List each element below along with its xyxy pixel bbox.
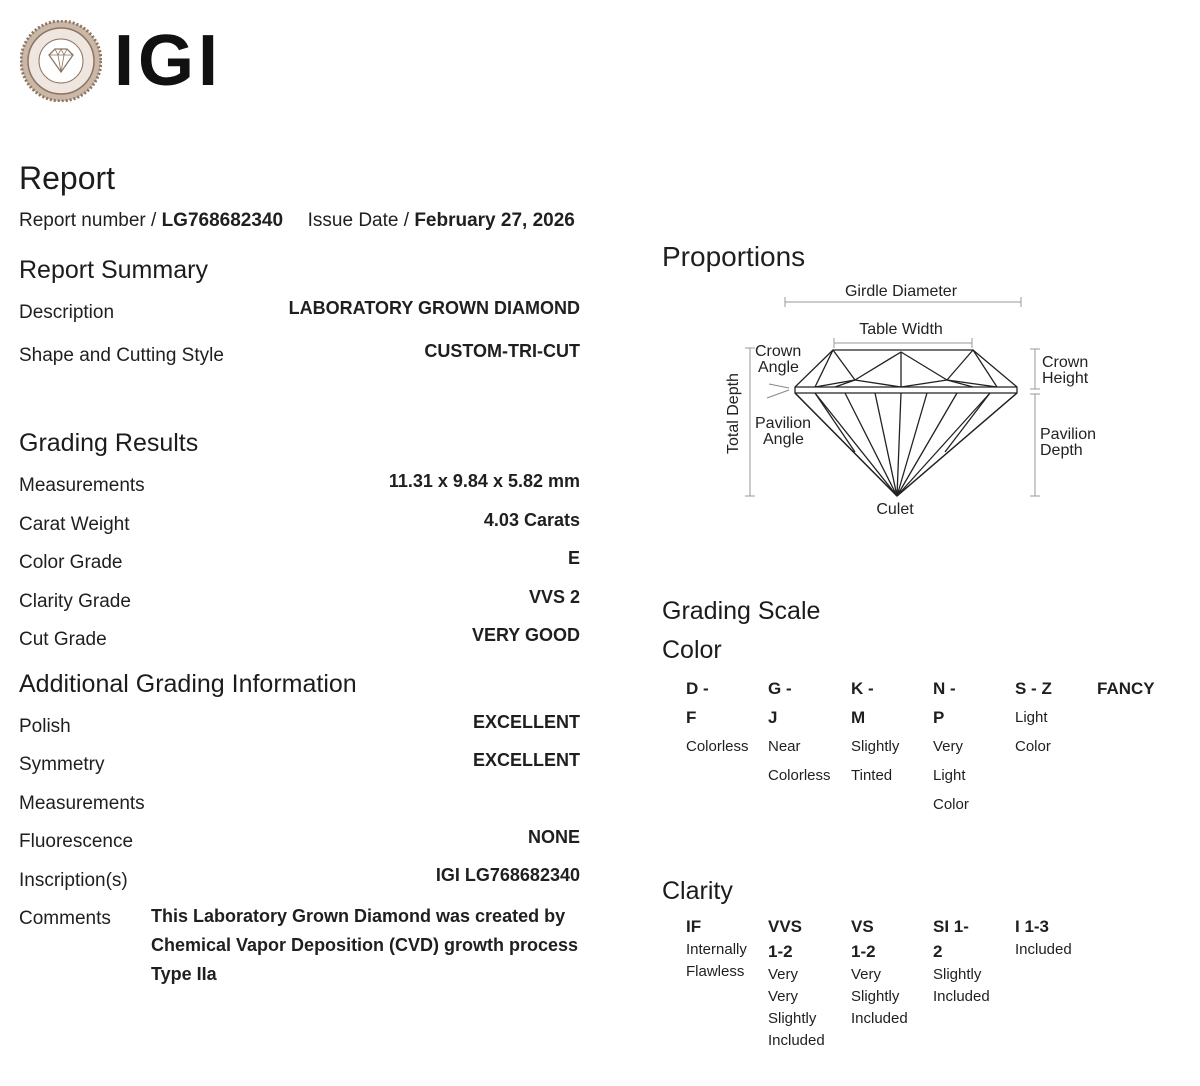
clarity-scale-vs bbox=[851, 914, 931, 1030]
grade: G - bbox=[768, 679, 792, 698]
comments-text: This Laboratory Grown Diamond was created by Chemical Vapor Deposition (CVD) growth process Type IIa bbox=[151, 906, 579, 984]
clarity-scale-heading: Clarity bbox=[662, 877, 733, 905]
grade-desc: Included bbox=[1015, 941, 1072, 958]
table-width-label: Table Width bbox=[859, 321, 943, 338]
clarity-scale-if bbox=[686, 914, 766, 983]
shape-value: CUSTOM-TRI-CUT bbox=[424, 341, 580, 361]
description-label: Description bbox=[19, 302, 115, 323]
polish-label: Polish bbox=[19, 716, 71, 737]
proportions-heading: Proportions bbox=[662, 241, 806, 272]
cut-grade-value: VERY GOOD bbox=[471, 625, 580, 645]
issue-date-label: Issue Date / bbox=[307, 210, 410, 231]
measurements-label: Measurements bbox=[19, 475, 145, 496]
grade-desc: Included bbox=[933, 988, 990, 1005]
issue-date: February 27, 2026 bbox=[414, 210, 575, 231]
igi-seal-logo bbox=[20, 20, 102, 102]
crown-angle-label-1: Crown bbox=[755, 343, 802, 360]
crown-height-label-2: Height bbox=[1042, 370, 1089, 387]
grade: D - bbox=[686, 679, 709, 698]
pavilion-angle-label-2: Angle bbox=[763, 431, 804, 448]
measurements-value: 11.31 x 9.84 x 5.82 mm bbox=[388, 471, 580, 491]
color-scale-fancy bbox=[1097, 674, 1187, 703]
color-grade-value: E bbox=[567, 548, 580, 568]
grade: SI 1- bbox=[933, 917, 969, 936]
clarity-scale-vvs bbox=[768, 914, 848, 1052]
grade: 2 bbox=[933, 942, 943, 961]
color-scale-sz bbox=[1015, 674, 1095, 761]
clarity-grade-value: VVS 2 bbox=[528, 587, 580, 607]
grade-desc: Slightly bbox=[768, 1010, 817, 1027]
pavilion-depth-label-1: Pavilion bbox=[1040, 426, 1097, 443]
symmetry-value: EXCELLENT bbox=[472, 750, 580, 770]
grade: N - bbox=[933, 679, 956, 698]
clarity-scale-si bbox=[933, 914, 1013, 1008]
additional-heading: Additional Grading Information bbox=[19, 670, 357, 698]
grade: 1-2 bbox=[768, 942, 793, 961]
grade-desc: Included bbox=[768, 1032, 825, 1049]
grade: F bbox=[686, 708, 697, 727]
inscription-label: Inscription(s) bbox=[19, 870, 128, 891]
grade-desc: Slightly bbox=[933, 966, 982, 983]
grade-desc: Color bbox=[1015, 738, 1051, 755]
grade-desc: Colorless bbox=[768, 767, 831, 784]
igi-wordmark: IGI bbox=[114, 21, 223, 101]
grade-desc: Very bbox=[851, 966, 882, 983]
grade: 1-2 bbox=[851, 942, 876, 961]
grade-desc: Very bbox=[768, 966, 799, 983]
color-scale-gj bbox=[768, 674, 848, 790]
grade-desc: Tinted bbox=[851, 767, 893, 784]
proportions-diagram bbox=[705, 272, 1125, 522]
pavilion-angle-label-1: Pavilion bbox=[755, 415, 812, 432]
fluorescence-value: NONE bbox=[527, 827, 580, 847]
comments-label: Comments bbox=[19, 908, 111, 929]
clarity-scale-i bbox=[1015, 914, 1105, 961]
grade-desc: Very bbox=[768, 988, 799, 1005]
grade-desc: Color bbox=[933, 796, 969, 813]
girdle-diameter-label: Girdle Diameter bbox=[844, 283, 958, 300]
summary-heading: Report Summary bbox=[19, 256, 208, 284]
grade: I 1-3 bbox=[1015, 917, 1050, 936]
cut-grade-label: Cut Grade bbox=[19, 629, 107, 650]
total-depth-label: Total Depth bbox=[725, 373, 742, 454]
crown-height-label-1: Crown bbox=[1042, 354, 1089, 371]
report-title: Report bbox=[19, 160, 116, 196]
grade-desc: Light bbox=[1015, 709, 1048, 726]
culet-label: Culet bbox=[876, 501, 914, 518]
shape-label: Shape and Cutting Style bbox=[19, 345, 224, 366]
fluorescence-label: Fluorescence bbox=[19, 831, 134, 852]
additional-measurements-label: Measurements bbox=[19, 793, 145, 814]
grading-scale-heading: Grading Scale bbox=[662, 597, 821, 625]
inscription-value: IGI LG768682340 bbox=[435, 865, 580, 885]
grade-desc: Near bbox=[768, 738, 801, 755]
grade-desc: Flawless bbox=[686, 963, 745, 980]
grade-desc: Colorless bbox=[686, 738, 749, 755]
carat-label: Carat Weight bbox=[19, 514, 130, 535]
grade-desc: Light bbox=[933, 767, 966, 784]
color-scale-km bbox=[851, 674, 931, 790]
crown-angle-label-2: Angle bbox=[758, 359, 799, 376]
grading-heading: Grading Results bbox=[19, 429, 199, 457]
color-scale-heading: Color bbox=[662, 636, 722, 664]
grade: IF bbox=[686, 917, 702, 936]
grade: FANCY bbox=[1097, 679, 1155, 698]
description-value: LABORATORY GROWN DIAMOND bbox=[288, 298, 580, 318]
grade: M bbox=[851, 708, 866, 727]
polish-value: EXCELLENT bbox=[472, 712, 580, 732]
report-number-line bbox=[19, 207, 575, 235]
color-grade-label: Color Grade bbox=[19, 552, 123, 573]
pavilion-depth-label-2: Depth bbox=[1040, 442, 1083, 459]
grade-desc: Slightly bbox=[851, 988, 900, 1005]
grade: VVS bbox=[768, 917, 803, 936]
grade-desc: Included bbox=[851, 1010, 908, 1027]
color-scale-np bbox=[933, 674, 1013, 819]
color-scale-df bbox=[686, 674, 766, 761]
grade-desc: Internally bbox=[686, 941, 747, 958]
grade-desc: Slightly bbox=[851, 738, 900, 755]
carat-value: 4.03 Carats bbox=[483, 510, 580, 530]
clarity-grade-label: Clarity Grade bbox=[19, 591, 131, 612]
grade: S - Z bbox=[1015, 679, 1052, 698]
grade: J bbox=[768, 708, 778, 727]
report-number-label: Report number / bbox=[19, 210, 157, 231]
symmetry-label: Symmetry bbox=[19, 754, 105, 775]
report-number: LG768682340 bbox=[161, 210, 284, 231]
grade: P bbox=[933, 708, 945, 727]
grade: K - bbox=[851, 679, 874, 698]
grade-desc: Very bbox=[933, 738, 964, 755]
grade: VS bbox=[851, 917, 874, 936]
